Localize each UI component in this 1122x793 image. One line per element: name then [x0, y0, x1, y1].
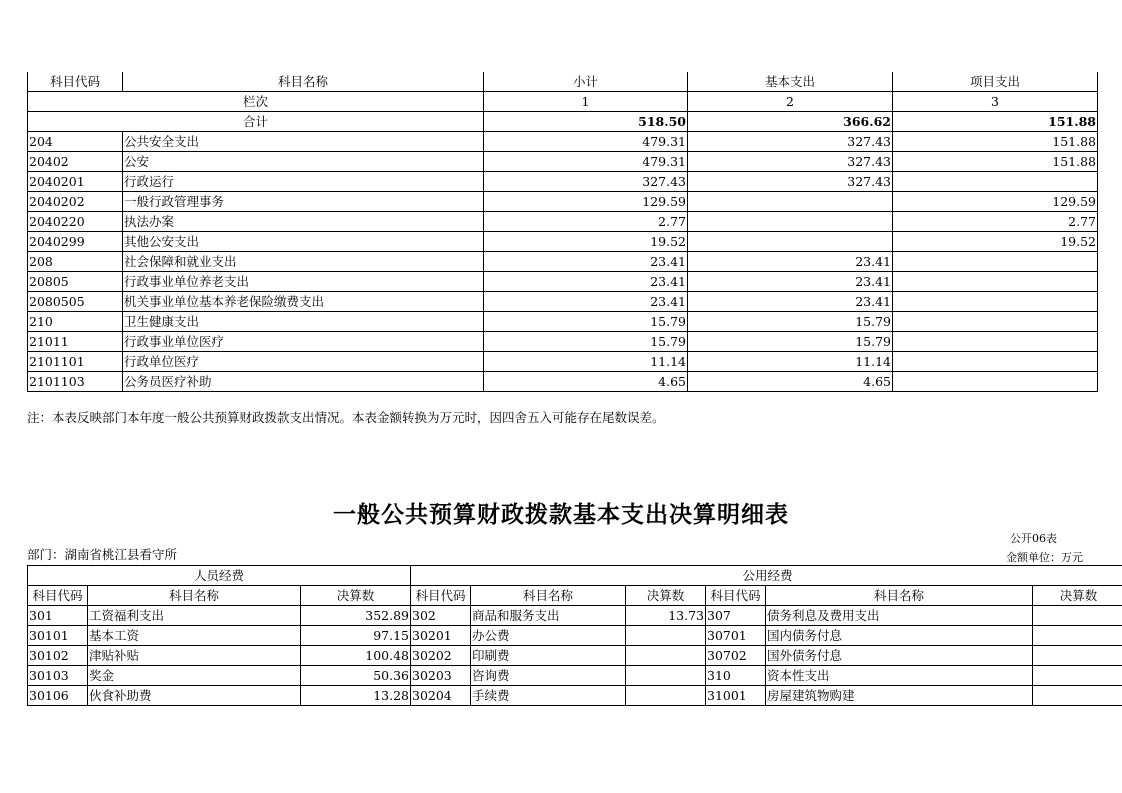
- basic-value: 327.43: [688, 152, 893, 172]
- other-name: 资本性支出: [766, 666, 1033, 686]
- project-value: [893, 292, 1098, 312]
- other-code: 310: [706, 666, 766, 686]
- column-index-1: 1: [484, 92, 688, 112]
- subject-name: 行政单位医疗: [123, 352, 484, 372]
- basic-value: [688, 232, 893, 252]
- subject-name: 行政运行: [123, 172, 484, 192]
- total-row: [28, 112, 1098, 132]
- department-label: 部门：湖南省桃江县看守所: [27, 547, 178, 562]
- basic-value: [688, 192, 893, 212]
- subject-code: 204: [28, 132, 123, 152]
- goods-name: 手续费: [471, 686, 626, 706]
- table-row: [28, 232, 1098, 252]
- goods-code: 30204: [411, 686, 471, 706]
- column-index-3: 3: [893, 92, 1098, 112]
- project-value: 2.77: [893, 212, 1098, 232]
- total-subtotal: 518.50: [484, 112, 688, 132]
- project-value: [893, 272, 1098, 292]
- subject-code: 2040202: [28, 192, 123, 212]
- subject-code: 2080505: [28, 292, 123, 312]
- subject-code: 2040220: [28, 212, 123, 232]
- page-title: 一般公共预算财政拨款基本支出决算明细表: [333, 501, 789, 528]
- header-basic: 基本支出: [688, 72, 893, 92]
- subtotal-value: 15.79: [484, 332, 688, 352]
- table-row: [28, 686, 1122, 706]
- subject-code: 2040201: [28, 172, 123, 192]
- group-public: 公用经费: [411, 566, 1122, 586]
- subtotal-value: 129.59: [484, 192, 688, 212]
- header-amount-3: 决算数: [1033, 586, 1122, 606]
- project-value: 19.52: [893, 232, 1098, 252]
- subject-name: 机关事业单位基本养老保险缴费支出: [123, 292, 484, 312]
- table-row: [28, 212, 1098, 232]
- personnel-name: 基本工资: [88, 626, 301, 646]
- total-project: 151.88: [893, 112, 1098, 132]
- expenditure-table-body: [28, 72, 1098, 392]
- goods-name: 办公费: [471, 626, 626, 646]
- other-name: 国外债务付息: [766, 646, 1033, 666]
- subject-name: 社会保障和就业支出: [123, 252, 484, 272]
- subject-code: 20402: [28, 152, 123, 172]
- group-personnel: 人员经费: [28, 566, 411, 586]
- subject-name: 其他公安支出: [123, 232, 484, 252]
- column-header-row: [28, 586, 1122, 606]
- column-index-row: [28, 92, 1098, 112]
- table-row: [28, 372, 1098, 392]
- other-amount: [1033, 646, 1122, 666]
- basic-value: 23.41: [688, 272, 893, 292]
- goods-amount: [626, 666, 706, 686]
- goods-name: 商品和服务支出: [471, 606, 626, 626]
- basic-expenditure-detail-table: [27, 565, 1122, 706]
- subject-code: 2101101: [28, 352, 123, 372]
- table-row: [28, 626, 1122, 646]
- expenditure-table: [27, 72, 1098, 392]
- personnel-code: 301: [28, 606, 88, 626]
- total-basic: 366.62: [688, 112, 893, 132]
- column-index-label: 栏次: [28, 92, 484, 112]
- personnel-amount: 97.15: [301, 626, 411, 646]
- personnel-code: 30106: [28, 686, 88, 706]
- subject-name: 行政事业单位养老支出: [123, 272, 484, 292]
- subtotal-value: 15.79: [484, 312, 688, 332]
- project-value: 151.88: [893, 152, 1098, 172]
- other-amount: [1033, 686, 1122, 706]
- other-name: 国内债务付息: [766, 626, 1033, 646]
- basic-value: 4.65: [688, 372, 893, 392]
- header-subtotal: 小计: [484, 72, 688, 92]
- subject-name: 公务员医疗补助: [123, 372, 484, 392]
- personnel-code: 30101: [28, 626, 88, 646]
- table-row: [28, 132, 1098, 152]
- basic-value: 327.43: [688, 132, 893, 152]
- form-number: 公开06表: [1010, 532, 1057, 545]
- basic-value: 23.41: [688, 292, 893, 312]
- subtotal-value: 327.43: [484, 172, 688, 192]
- other-code: 30701: [706, 626, 766, 646]
- header-name-2: 科目名称: [471, 586, 626, 606]
- other-amount: [1033, 606, 1122, 626]
- project-value: [893, 372, 1098, 392]
- project-value: [893, 172, 1098, 192]
- goods-code: 30203: [411, 666, 471, 686]
- subject-name: 公安: [123, 152, 484, 172]
- goods-amount: 13.73: [626, 606, 706, 626]
- table-row: [28, 292, 1098, 312]
- table-row: [28, 332, 1098, 352]
- basic-value: 15.79: [688, 332, 893, 352]
- other-code: 307: [706, 606, 766, 626]
- personnel-name: 伙食补助费: [88, 686, 301, 706]
- project-value: 129.59: [893, 192, 1098, 212]
- subtotal-value: 479.31: [484, 152, 688, 172]
- other-amount: [1033, 626, 1122, 646]
- header-name-3: 科目名称: [766, 586, 1033, 606]
- personnel-amount: 352.89: [301, 606, 411, 626]
- header-code-3: 科目代码: [706, 586, 766, 606]
- column-index-2: 2: [688, 92, 893, 112]
- header-amount-2: 决算数: [626, 586, 706, 606]
- other-name: 债务利息及费用支出: [766, 606, 1033, 626]
- personnel-name: 津贴补贴: [88, 646, 301, 666]
- personnel-amount: 100.48: [301, 646, 411, 666]
- table-row: [28, 172, 1098, 192]
- goods-amount: [626, 626, 706, 646]
- personnel-amount: 50.36: [301, 666, 411, 686]
- basic-value: 23.41: [688, 252, 893, 272]
- basic-value: [688, 212, 893, 232]
- subject-name: 行政事业单位医疗: [123, 332, 484, 352]
- project-value: [893, 352, 1098, 372]
- personnel-code: 30102: [28, 646, 88, 666]
- subject-code: 208: [28, 252, 123, 272]
- subtotal-value: 4.65: [484, 372, 688, 392]
- subject-code: 2101103: [28, 372, 123, 392]
- header-name-1: 科目名称: [88, 586, 301, 606]
- table-row: [28, 352, 1098, 372]
- subtotal-value: 2.77: [484, 212, 688, 232]
- unit-label: 金额单位：万元: [1006, 551, 1083, 564]
- goods-name: 印刷费: [471, 646, 626, 666]
- total-label: 合计: [28, 112, 484, 132]
- subtotal-value: 19.52: [484, 232, 688, 252]
- goods-code: 302: [411, 606, 471, 626]
- other-name: 房屋建筑物购建: [766, 686, 1033, 706]
- project-value: 151.88: [893, 132, 1098, 152]
- table-note: 注：本表反映部门本年度一般公共预算财政拨款支出情况。本表金额转换为万元时，因四舍五入可能存在尾数误差。: [27, 410, 665, 425]
- goods-name: 咨询费: [471, 666, 626, 686]
- subject-name: 卫生健康支出: [123, 312, 484, 332]
- personnel-name: 奖金: [88, 666, 301, 686]
- personnel-name: 工资福利支出: [88, 606, 301, 626]
- other-code: 31001: [706, 686, 766, 706]
- subject-code: 2040299: [28, 232, 123, 252]
- goods-amount: [626, 686, 706, 706]
- table-row: [28, 312, 1098, 332]
- group-header-row: [28, 566, 1122, 586]
- project-value: [893, 332, 1098, 352]
- subtotal-value: 23.41: [484, 252, 688, 272]
- project-value: [893, 312, 1098, 332]
- subtotal-value: 11.14: [484, 352, 688, 372]
- detail-table-body: [28, 566, 1122, 706]
- table-row: [28, 152, 1098, 172]
- table-row: [28, 192, 1098, 212]
- goods-code: 30201: [411, 626, 471, 646]
- personnel-amount: 13.28: [301, 686, 411, 706]
- goods-amount: [626, 646, 706, 666]
- subject-code: 21011: [28, 332, 123, 352]
- header-amount-1: 决算数: [301, 586, 411, 606]
- header-name: 科目名称: [123, 72, 484, 92]
- other-code: 30702: [706, 646, 766, 666]
- goods-code: 30202: [411, 646, 471, 666]
- header-project: 项目支出: [893, 72, 1098, 92]
- basic-value: 327.43: [688, 172, 893, 192]
- basic-value: 15.79: [688, 312, 893, 332]
- table-row: [28, 606, 1122, 626]
- table-row: [28, 646, 1122, 666]
- subject-code: 210: [28, 312, 123, 332]
- header-code-2: 科目代码: [411, 586, 471, 606]
- subject-name: 公共安全支出: [123, 132, 484, 152]
- basic-value: 11.14: [688, 352, 893, 372]
- subject-name: 执法办案: [123, 212, 484, 232]
- personnel-code: 30103: [28, 666, 88, 686]
- subtotal-value: 479.31: [484, 132, 688, 152]
- subtotal-value: 23.41: [484, 272, 688, 292]
- project-value: [893, 252, 1098, 272]
- header-code-1: 科目代码: [28, 586, 88, 606]
- header-row: [28, 72, 1098, 92]
- subject-code: 20805: [28, 272, 123, 292]
- header-code: 科目代码: [28, 72, 123, 92]
- other-amount: [1033, 666, 1122, 686]
- subject-name: 一般行政管理事务: [123, 192, 484, 212]
- table-row: [28, 252, 1098, 272]
- table-row: [28, 272, 1098, 292]
- subtotal-value: 23.41: [484, 292, 688, 312]
- table-row: [28, 666, 1122, 686]
